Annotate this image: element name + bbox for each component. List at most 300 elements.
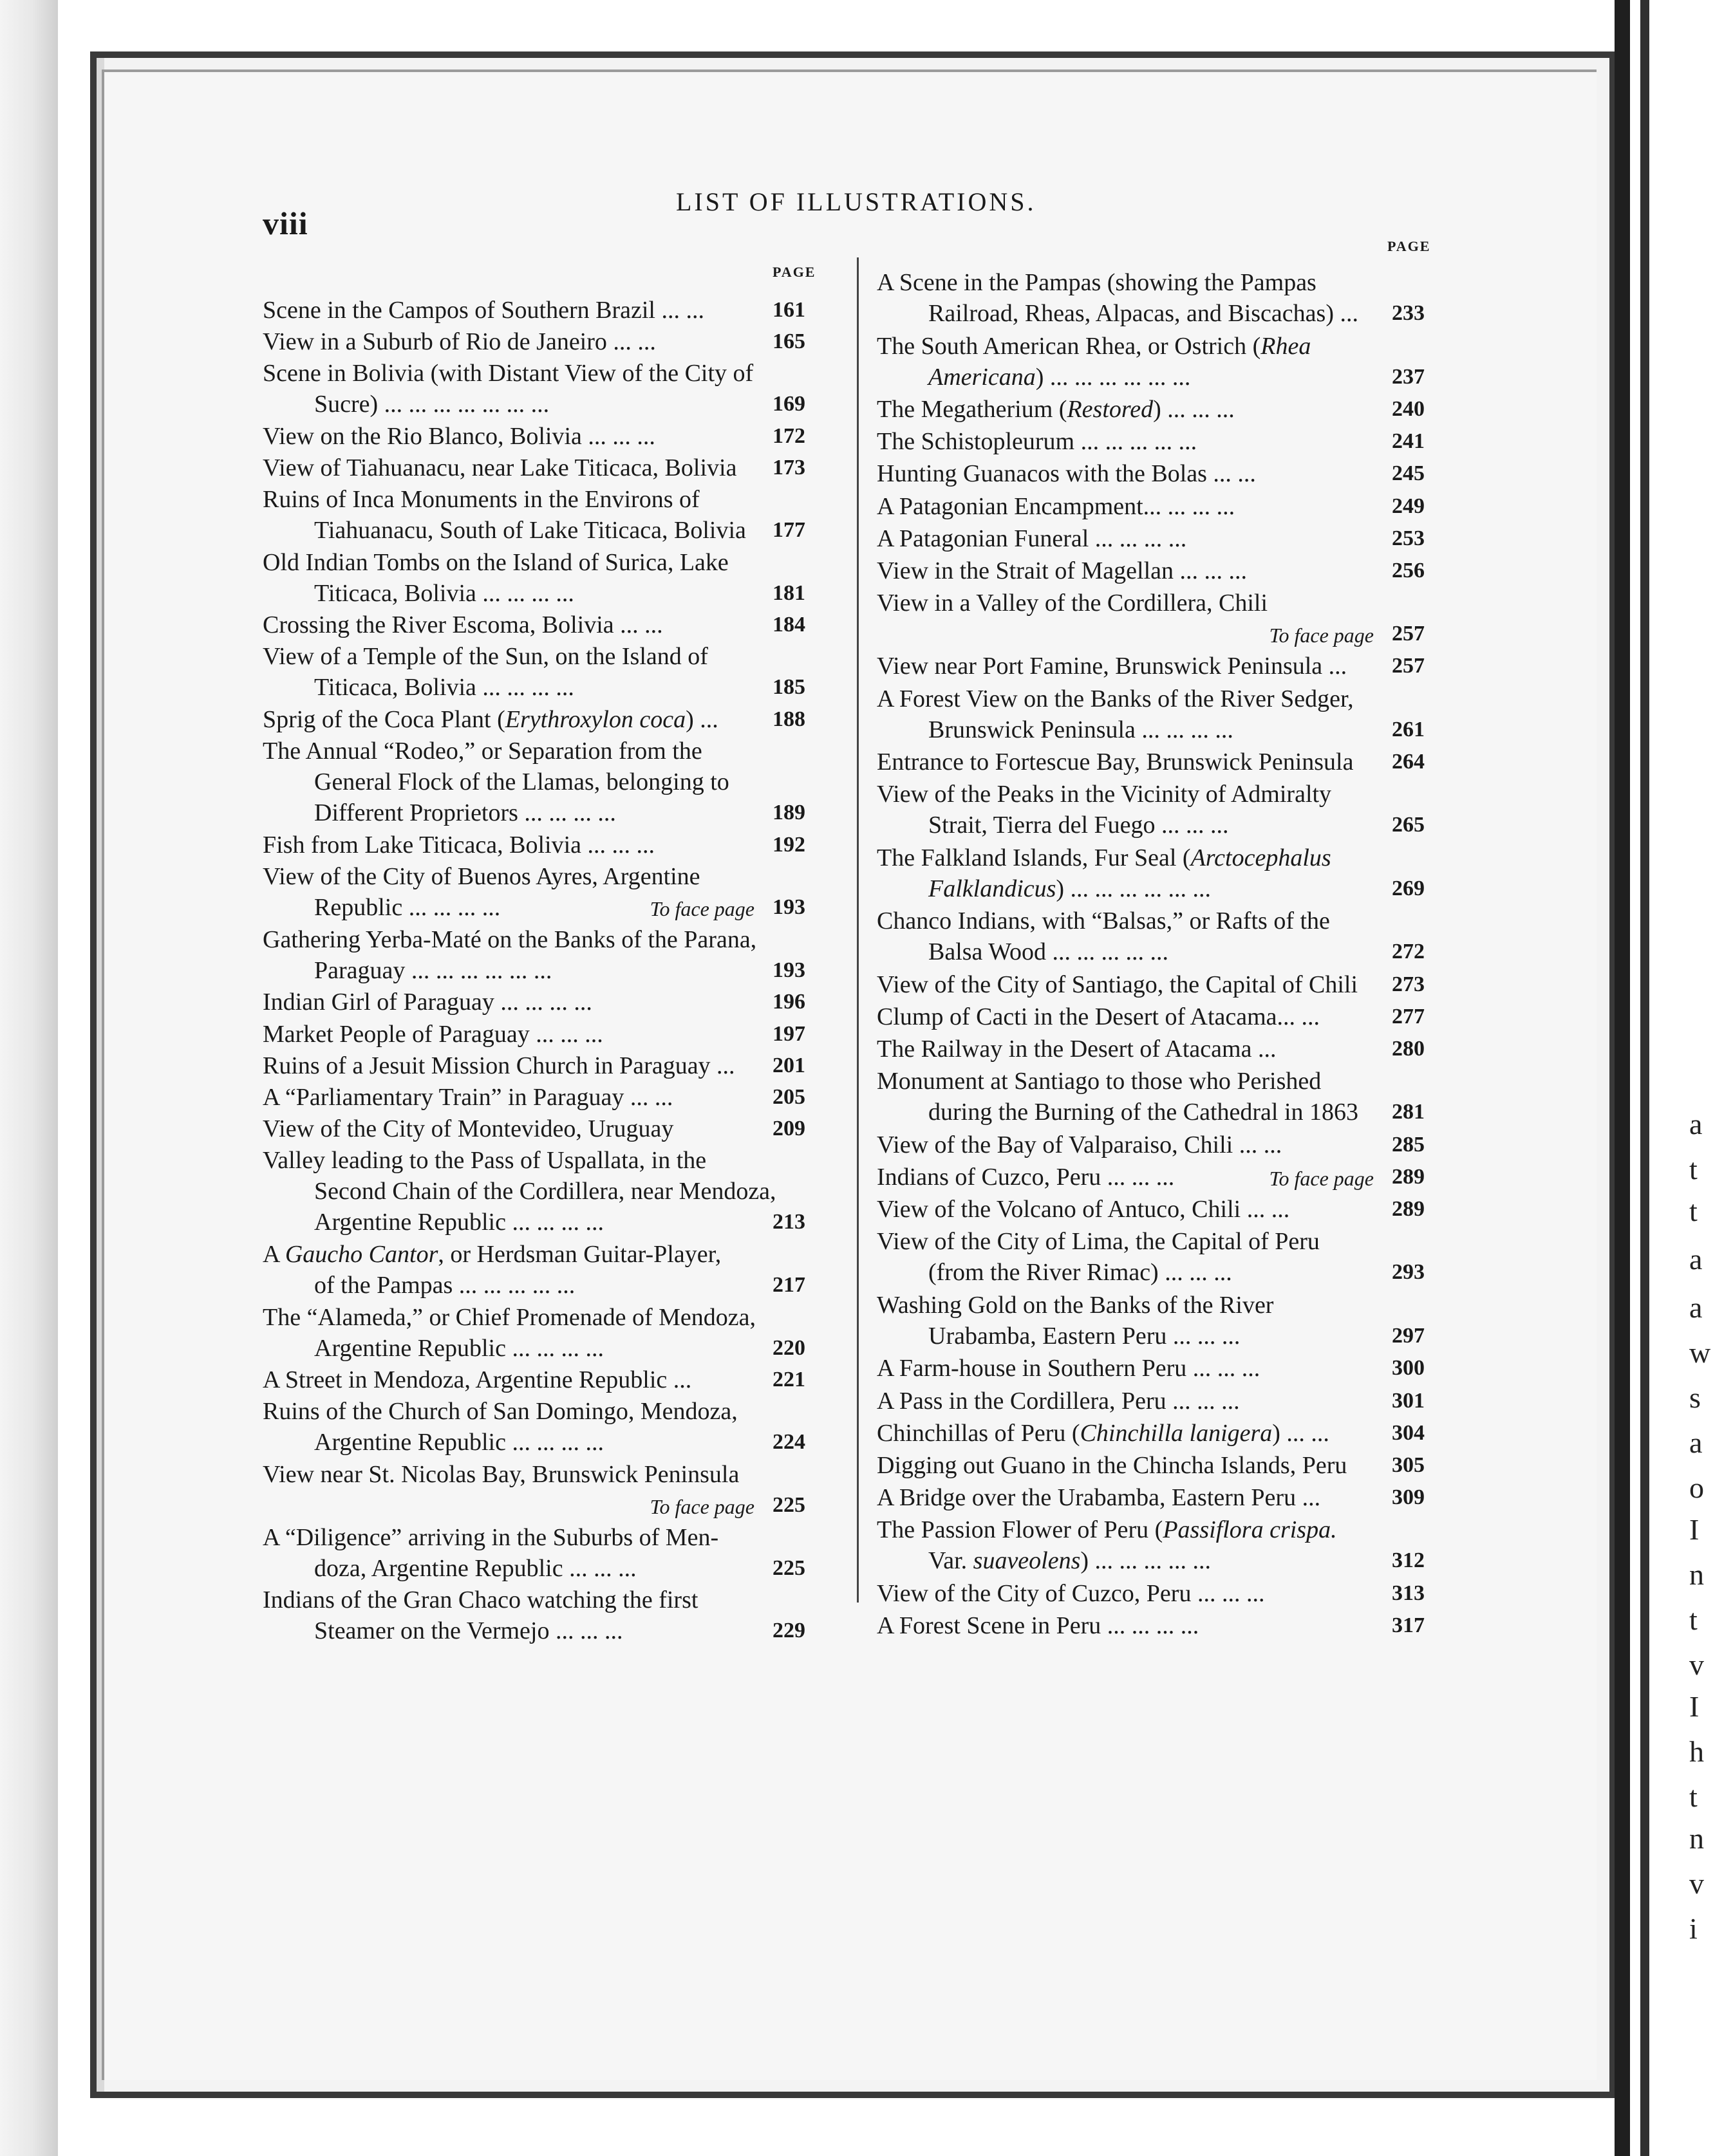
- entry-title-line: [877, 1290, 1475, 1321]
- entry-title-line: [877, 714, 1475, 745]
- entry-title-line: [263, 1050, 842, 1081]
- entry-title-line: [877, 1129, 1475, 1160]
- entry-title-line: [263, 609, 842, 640]
- entry-title-line: [877, 1514, 1475, 1545]
- to-face-page-label: To face page: [650, 1494, 754, 1518]
- illustration-entry: [877, 491, 1475, 522]
- entry-title-line: [877, 458, 1475, 489]
- illustration-entry: [877, 588, 1475, 649]
- entry-title-line: [263, 641, 842, 672]
- entry-title-line: [263, 389, 842, 420]
- entry-title-text: Argentine Republic ... ... ... ...: [314, 1334, 604, 1362]
- entry-title-text: ) ... ... ... ... ...: [1080, 1547, 1212, 1574]
- entry-title-text: The Megatherium (: [877, 396, 1067, 423]
- adjacent-page-letter: h: [1689, 1735, 1704, 1768]
- entry-title-line: [263, 767, 842, 797]
- entry-title-text: Ruins of the Church of San Domingo, Mendoza,: [263, 1398, 738, 1426]
- entry-page-number: 209: [773, 1116, 805, 1140]
- entry-title-line: [877, 906, 1475, 936]
- entry-title-text: Hunting Guanacos with the Bolas ... ...: [877, 460, 1256, 488]
- entry-page-number: 253: [1392, 526, 1425, 550]
- adjacent-page-letter: n: [1689, 1558, 1704, 1591]
- entry-page-number: 312: [1392, 1548, 1425, 1572]
- to-face-page-label: To face page: [1269, 1167, 1374, 1190]
- entry-title-text: The “Alameda,” or Chief Promenade of Mendoza,: [263, 1303, 756, 1331]
- illustration-entry: [877, 394, 1475, 425]
- entry-page-number: 241: [1392, 429, 1425, 454]
- entry-page-number: 309: [1392, 1485, 1425, 1509]
- entry-title-line: [263, 1615, 842, 1646]
- entry-title-line: [263, 421, 842, 452]
- entry-title-text: View of the City of Montevideo, Uruguay: [263, 1115, 674, 1142]
- entry-italic-name: Erythroxylon coca: [505, 705, 686, 733]
- illustration-entry: [263, 421, 842, 452]
- entry-title-line: [877, 1066, 1475, 1097]
- entry-title-text: Digging out Guano in the Chincha Islands, Peru: [877, 1451, 1347, 1479]
- entry-title-line: [263, 547, 842, 578]
- entry-title-text: Old Indian Tombs on the Island of Surica, Lake: [263, 548, 729, 576]
- entry-title-text: A “Parliamentary Train” in Paraguay ... ...: [263, 1083, 673, 1111]
- entry-title-text: General Flock of the Llamas, belonging to: [314, 768, 729, 795]
- entry-title-line: [263, 1145, 842, 1176]
- entry-page-number: 177: [773, 518, 805, 542]
- adjacent-page-letter: v: [1689, 1648, 1704, 1681]
- illustration-entry: [263, 1522, 842, 1584]
- entry-page-number: 193: [773, 895, 805, 920]
- entry-page-number: 285: [1392, 1132, 1425, 1157]
- entry-title-line: [877, 426, 1475, 457]
- entry-title-line: [263, 1207, 842, 1238]
- entry-title-line: [877, 1001, 1475, 1032]
- entry-page-number: 277: [1392, 1005, 1425, 1029]
- entry-title-line: [263, 1459, 842, 1490]
- entry-italic-name: Rhea: [1260, 332, 1311, 360]
- entry-title-text: View of the City of Cuzco, Peru ... ... ...: [877, 1579, 1265, 1607]
- entry-title-line: [263, 1364, 842, 1395]
- illustration-entry: [263, 452, 842, 483]
- entry-title-text: View of the City of Santiago, the Capital of Chili: [877, 971, 1358, 998]
- entry-italic-name: Restored: [1067, 396, 1154, 423]
- illustration-entry: [263, 295, 842, 326]
- entry-title-line: [263, 892, 842, 923]
- to-face-page-label: To face page: [1269, 623, 1374, 647]
- entry-page-number: 256: [1392, 558, 1425, 582]
- entry-title-text: Titicaca, Bolivia ... ... ... ...: [314, 674, 574, 702]
- entry-title-text: Sucre) ... ... ... ... ... ... ...: [314, 391, 550, 418]
- entry-title-line: [877, 362, 1475, 393]
- entry-page-number: 240: [1392, 397, 1425, 422]
- entry-page-number: 169: [773, 392, 805, 416]
- entry-title-text: Clump of Cacti in the Desert of Atacama... ...: [877, 1003, 1320, 1031]
- entry-page-number: 305: [1392, 1453, 1425, 1477]
- entry-title-text: View of the Peaks in the Vicinity of Admiralty: [877, 781, 1332, 808]
- entry-title-text: Monument at Santiago to those who Perished: [877, 1068, 1322, 1095]
- entry-title-line: [263, 1082, 842, 1113]
- entry-title-line: [263, 326, 842, 357]
- entry-title-line: [877, 936, 1475, 967]
- illustration-entry: [877, 1066, 1475, 1128]
- entry-title-text: The Passion Flower of Peru (: [877, 1516, 1163, 1543]
- entry-page-number: 264: [1392, 750, 1425, 774]
- illustration-entry: [877, 906, 1475, 967]
- page-column-label-left: PAGE: [773, 264, 816, 280]
- entry-title-text: A Bridge over the Urabamba, Eastern Peru ...: [877, 1483, 1321, 1511]
- entry-title-line: [263, 484, 842, 515]
- entry-title-line: [263, 987, 842, 1018]
- entry-title-line: [877, 1418, 1475, 1449]
- entry-title-text: of the Pampas ... ... ... ... ...: [314, 1272, 576, 1299]
- entry-title-line: [263, 1113, 842, 1144]
- entry-title-line: [263, 797, 842, 828]
- illustration-entry: [263, 358, 842, 420]
- entry-title-text: Paraguay ... ... ... ... ... ...: [314, 956, 552, 984]
- entry-title-line: [877, 1097, 1475, 1128]
- illustration-entry: [263, 326, 842, 357]
- entry-page-number: 249: [1392, 494, 1425, 518]
- entry-title-text: View in a Suburb of Rio de Janeiro ... ...: [263, 328, 656, 356]
- entry-title-line: [263, 830, 842, 860]
- book-gutter-edge: [1640, 0, 1649, 2156]
- entry-title-line: [263, 1239, 842, 1270]
- entry-title-line: [877, 267, 1475, 298]
- page-number: viii: [263, 205, 308, 241]
- entry-title-text: ) ... ... ... ... ... ...: [1035, 363, 1191, 391]
- entry-title-text: Strait, Tierra del Fuego ... ... ...: [928, 812, 1229, 839]
- entry-page-number: 261: [1392, 717, 1425, 741]
- illustration-entry: [877, 1450, 1475, 1481]
- illustration-entry: [263, 924, 842, 986]
- entry-title-text: Republic ... ... ... ...: [314, 894, 501, 922]
- entry-page-number: 225: [773, 1492, 805, 1517]
- illustration-entry: [877, 1162, 1475, 1193]
- entry-page-number: 188: [773, 707, 805, 731]
- entry-title-text: Scene in Bolivia (with Distant View of the City of: [263, 360, 754, 387]
- entry-title-text: Crossing the River Escoma, Bolivia ... ...: [263, 611, 663, 639]
- adjacent-page-letter: v: [1689, 1867, 1704, 1900]
- entry-page-number: 185: [773, 675, 805, 700]
- adjacent-page-letter: a: [1689, 1108, 1703, 1140]
- entry-title-text: A Forest Scene in Peru ... ... ... ...: [877, 1612, 1199, 1639]
- entry-page-number: 225: [773, 1556, 805, 1580]
- entry-italic-name: Americana: [928, 363, 1036, 391]
- entry-title-text: ) ...: [686, 705, 718, 733]
- adjacent-page-letter: a: [1689, 1291, 1703, 1324]
- entry-title-line: [877, 842, 1475, 873]
- entry-title-text: Chinchillas of Peru (: [877, 1419, 1080, 1447]
- entry-title-line: [877, 1226, 1475, 1257]
- entry-page-number: 184: [773, 613, 805, 637]
- entry-title-line: [263, 1176, 842, 1207]
- entry-title-line: [263, 955, 842, 986]
- entry-title-line: [877, 394, 1475, 425]
- illustration-entry: [877, 458, 1475, 489]
- entry-title-line: [877, 1353, 1475, 1384]
- entry-italic-name: Passiflora crispa.: [1163, 1516, 1337, 1543]
- illustration-entry: [877, 1418, 1475, 1449]
- entry-title-line: [877, 969, 1475, 1000]
- adjacent-page-letter: a: [1689, 1243, 1703, 1276]
- entry-title-text: A Scene in the Pampas (showing the Pampas: [877, 269, 1316, 296]
- entry-title-line: [877, 555, 1475, 586]
- entry-title-text: A Patagonian Funeral ... ... ... ...: [877, 525, 1187, 552]
- illustration-entry: [263, 547, 842, 609]
- entry-title-text: Washing Gold on the Banks of the River: [877, 1291, 1274, 1319]
- adjacent-page-letter: i: [1689, 1912, 1698, 1945]
- entry-title-text: (from the River Rimac) ... ... ...: [928, 1259, 1232, 1287]
- entry-title-line: [877, 1162, 1475, 1193]
- illustration-entry: [263, 1584, 842, 1646]
- entry-title-text: The Schistopleurum ... ... ... ... ...: [877, 428, 1197, 456]
- adjacent-page-fragment: [1649, 0, 1733, 2156]
- entry-title-text: Railroad, Rheas, Alpacas, and Biscachas) ...: [928, 300, 1358, 327]
- entry-title-text: A: [263, 1241, 285, 1268]
- entry-title-line: [877, 779, 1475, 810]
- illustration-entry: [263, 861, 842, 923]
- entry-page-number: 181: [773, 581, 805, 605]
- entry-page-number: 189: [773, 801, 805, 824]
- illustration-entry: [877, 747, 1475, 777]
- entry-title-line: [263, 1584, 842, 1615]
- entry-title-text: View of Tiahuanacu, near Lake Titicaca, Bolivia: [263, 454, 737, 481]
- illustration-entry: [877, 1194, 1475, 1225]
- illustration-entry: [877, 331, 1475, 393]
- entry-page-number: 272: [1392, 940, 1425, 964]
- entry-page-number: 289: [1392, 1165, 1425, 1189]
- entry-title-text: Valley leading to the Pass of Uspallata, in the: [263, 1146, 707, 1174]
- adjacent-page-letter: t: [1689, 1194, 1698, 1227]
- entry-title-line: [877, 683, 1475, 714]
- entry-title-line: [877, 1610, 1475, 1641]
- entry-title-line: [877, 1450, 1475, 1481]
- entry-title-line: [263, 1396, 842, 1427]
- entry-title-line: [877, 747, 1475, 777]
- illustration-entry: [877, 779, 1475, 841]
- entry-title-line: [877, 523, 1475, 554]
- entry-page-number: 317: [1392, 1613, 1425, 1637]
- page-column-label-right: PAGE: [1387, 238, 1431, 254]
- entry-title-line: [877, 1386, 1475, 1417]
- entry-title-line: [263, 1270, 842, 1301]
- illustration-entry: [877, 1034, 1475, 1064]
- illustration-entry: [877, 523, 1475, 554]
- entry-title-text: View of the Volcano of Antuco, Chili ... ...: [877, 1196, 1290, 1223]
- entry-title-line: [263, 452, 842, 483]
- entry-title-text: View near Port Famine, Brunswick Peninsula ...: [877, 653, 1347, 680]
- entry-title-text: Argentine Republic ... ... ... ...: [314, 1429, 604, 1456]
- adjacent-page-letter: t: [1689, 1603, 1698, 1636]
- entry-title-line: [263, 672, 842, 703]
- illustration-entry: [877, 969, 1475, 1000]
- entry-title-line: [263, 295, 842, 326]
- entry-title-text: Indian Girl of Paraguay ... ... ... ...: [263, 989, 592, 1016]
- illustration-entry: [877, 426, 1475, 457]
- illustration-entry: [877, 1290, 1475, 1352]
- adjacent-page-letter: n: [1689, 1822, 1704, 1855]
- entry-title-text: Ruins of a Jesuit Mission Church in Paraguay ...: [263, 1052, 735, 1079]
- entry-page-number: 201: [773, 1053, 805, 1077]
- entry-title-text: ) ... ... ... ... ... ...: [1056, 875, 1212, 902]
- illustration-entry: [263, 1082, 842, 1113]
- entry-title-text: A Patagonian Encampment... ... ... ...: [877, 492, 1235, 520]
- illustration-entry: [263, 1364, 842, 1395]
- illustration-entry: [877, 1578, 1475, 1609]
- entry-title-line: [263, 924, 842, 955]
- entry-title-text: A Pass in the Cordillera, Peru ... ... ...: [877, 1387, 1240, 1415]
- entry-italic-name: Gaucho Cantor: [285, 1241, 438, 1268]
- entry-title-text: A Farm-house in Southern Peru ... ... ...: [877, 1355, 1260, 1382]
- illustration-entry: [877, 1482, 1475, 1513]
- illustration-entry: [263, 609, 842, 640]
- entry-page-number: 197: [773, 1021, 805, 1046]
- illustration-entry: [263, 1019, 842, 1050]
- entry-title-text: Var.: [928, 1547, 973, 1574]
- entry-title-text: View near St. Nicolas Bay, Brunswick Peninsula: [263, 1460, 740, 1488]
- illustration-entry: [263, 484, 842, 546]
- entry-title-text: View of the City of Buenos Ayres, Argentine: [263, 863, 700, 891]
- entry-title-text: Brunswick Peninsula ... ... ... ...: [928, 716, 1233, 743]
- entry-title-text: Urabamba, Eastern Peru ... ... ...: [928, 1322, 1241, 1350]
- entry-title-line: [877, 1545, 1475, 1576]
- entry-title-line: [877, 1194, 1475, 1225]
- illustration-entry: [877, 1001, 1475, 1032]
- entry-title-text: Indians of Cuzco, Peru ... ... ...: [877, 1164, 1175, 1191]
- entry-title-line: [263, 1522, 842, 1553]
- entry-title-line: [877, 298, 1475, 329]
- entry-title-line: [263, 736, 842, 767]
- entry-title-line: [877, 1578, 1475, 1609]
- entry-title-text: Chanco Indians, with “Balsas,” or Rafts of the: [877, 907, 1330, 935]
- entry-title-text: Scene in the Campos of Southern Brazil ... ...: [263, 297, 704, 324]
- scan-edge-shadow: [0, 0, 58, 2156]
- illustration-entry: [263, 1050, 842, 1081]
- illustration-entry: [877, 555, 1475, 586]
- entry-title-line: [877, 810, 1475, 841]
- entry-page-number: 301: [1392, 1388, 1425, 1413]
- entry-title-line: [877, 1482, 1475, 1513]
- illustration-entry: [263, 1396, 842, 1458]
- entry-page-number: 205: [773, 1084, 805, 1109]
- entry-page-number: 257: [1392, 621, 1425, 646]
- entry-title-text: Different Proprietors ... ... ... ...: [314, 799, 616, 826]
- entry-title-text: View of the City of Lima, the Capital of Peru: [877, 1228, 1320, 1256]
- entry-title-text: Argentine Republic ... ... ... ...: [314, 1208, 604, 1236]
- adjacent-page-letter: t: [1689, 1780, 1698, 1813]
- entry-title-text: ) ... ... ...: [1153, 396, 1235, 423]
- entry-title-text: Gathering Yerba-Maté on the Banks of the Parana,: [263, 925, 757, 953]
- illustration-entry: [877, 1514, 1475, 1576]
- adjacent-page-letter: t: [1689, 1153, 1698, 1185]
- entry-page-number: 257: [1392, 654, 1425, 678]
- illustration-entry: [877, 683, 1475, 745]
- illustration-entry: [263, 1113, 842, 1144]
- entry-page-number: 161: [773, 298, 805, 322]
- entry-title-line: [877, 618, 1475, 649]
- entry-title-line: [263, 1427, 842, 1458]
- entry-page-number: 265: [1392, 813, 1425, 837]
- entry-title-text: Balsa Wood ... ... ... ... ...: [928, 938, 1169, 966]
- entry-title-text: Entrance to Fortescue Bay, Brunswick Peninsula: [877, 748, 1354, 776]
- entry-page-number: 237: [1392, 364, 1425, 389]
- illustration-entry: [877, 1353, 1475, 1384]
- entry-title-text: ) ... ...: [1272, 1419, 1329, 1447]
- illustration-entry: [263, 736, 842, 828]
- entry-page-number: 304: [1392, 1420, 1425, 1445]
- adjacent-page-letter: a: [1689, 1426, 1703, 1459]
- entry-page-number: 213: [773, 1209, 805, 1234]
- entry-page-number: 289: [1392, 1197, 1425, 1222]
- entry-title-text: The Annual “Rodeo,” or Separation from the: [263, 738, 702, 765]
- adjacent-page-letter: w: [1689, 1336, 1711, 1369]
- entry-page-number: 293: [1392, 1260, 1425, 1285]
- entry-page-number: 313: [1392, 1581, 1425, 1605]
- entry-title-text: The South American Rhea, or Ostrich (: [877, 332, 1261, 360]
- entry-title-line: [263, 515, 842, 546]
- adjacent-page-letter: s: [1689, 1381, 1701, 1414]
- illustration-entry: [263, 641, 842, 703]
- entry-title-line: [263, 1302, 842, 1333]
- entry-title-text: View on the Rio Blanco, Bolivia ... ... ...: [263, 422, 655, 450]
- entry-page-number: 173: [773, 455, 805, 479]
- entry-page-number: 229: [773, 1619, 805, 1643]
- entry-title-text: Sprig of the Coca Plant (: [263, 705, 505, 733]
- illustration-entry: [877, 1129, 1475, 1160]
- entry-italic-name: Arctocephalus: [1190, 844, 1331, 871]
- entry-title-line: [263, 1490, 842, 1521]
- illustration-entry: [263, 1459, 842, 1521]
- illustration-entry: [877, 1226, 1475, 1288]
- entry-title-text: Fish from Lake Titicaca, Bolivia ... ... ...: [263, 832, 655, 859]
- illustration-entry: [877, 1610, 1475, 1641]
- illustration-entry: [877, 1386, 1475, 1417]
- entry-title-text: View in the Strait of Magellan ... ... ...: [877, 557, 1247, 584]
- entry-italic-name: Falklandicus: [928, 875, 1056, 902]
- entry-title-line: [877, 1321, 1475, 1352]
- entry-page-number: 300: [1392, 1356, 1425, 1380]
- entry-title-line: [263, 1019, 842, 1050]
- entry-title-text: View in a Valley of the Cordillera, Chili: [877, 589, 1268, 617]
- column-divider: [857, 257, 859, 1603]
- entry-title-line: [263, 861, 842, 892]
- entry-title-line: [877, 651, 1475, 682]
- entry-italic-name: suaveolens: [973, 1547, 1081, 1574]
- entry-title-text: Steamer on the Vermejo ... ... ...: [314, 1617, 623, 1645]
- entry-page-number: 224: [773, 1430, 805, 1454]
- entry-title-text: The Railway in the Desert of Atacama ...: [877, 1036, 1277, 1063]
- entry-page-number: 233: [1392, 301, 1425, 325]
- entry-title-line: [877, 1034, 1475, 1064]
- entry-page-number: 221: [773, 1368, 805, 1392]
- entry-title-line: [263, 704, 842, 735]
- entry-title-text: during the Burning of the Cathedral in 1863: [928, 1099, 1359, 1126]
- entry-page-number: 245: [1392, 461, 1425, 486]
- adjacent-page-letter: o: [1689, 1471, 1704, 1504]
- entry-title-text: Second Chain of the Cordillera, near Mendoza,: [314, 1177, 776, 1205]
- entry-title-text: View of a Temple of the Sun, on the Island of: [263, 643, 708, 671]
- entry-title-text: Titicaca, Bolivia ... ... ... ...: [314, 579, 574, 607]
- entry-page-number: 165: [773, 330, 805, 354]
- entry-title-line: [263, 1553, 842, 1584]
- entry-page-number: 273: [1392, 972, 1425, 996]
- illustration-entry: [877, 651, 1475, 682]
- entry-page-number: 297: [1392, 1323, 1425, 1348]
- illustration-entry: [263, 1239, 842, 1301]
- entry-title-text: A Forest View on the Banks of the River Sedger,: [877, 685, 1354, 712]
- illustration-entry: [263, 987, 842, 1018]
- entry-title-line: [877, 1257, 1475, 1288]
- entry-page-number: 281: [1392, 1100, 1425, 1124]
- entry-title-line: [263, 1333, 842, 1364]
- entry-page-number: 280: [1392, 1037, 1425, 1061]
